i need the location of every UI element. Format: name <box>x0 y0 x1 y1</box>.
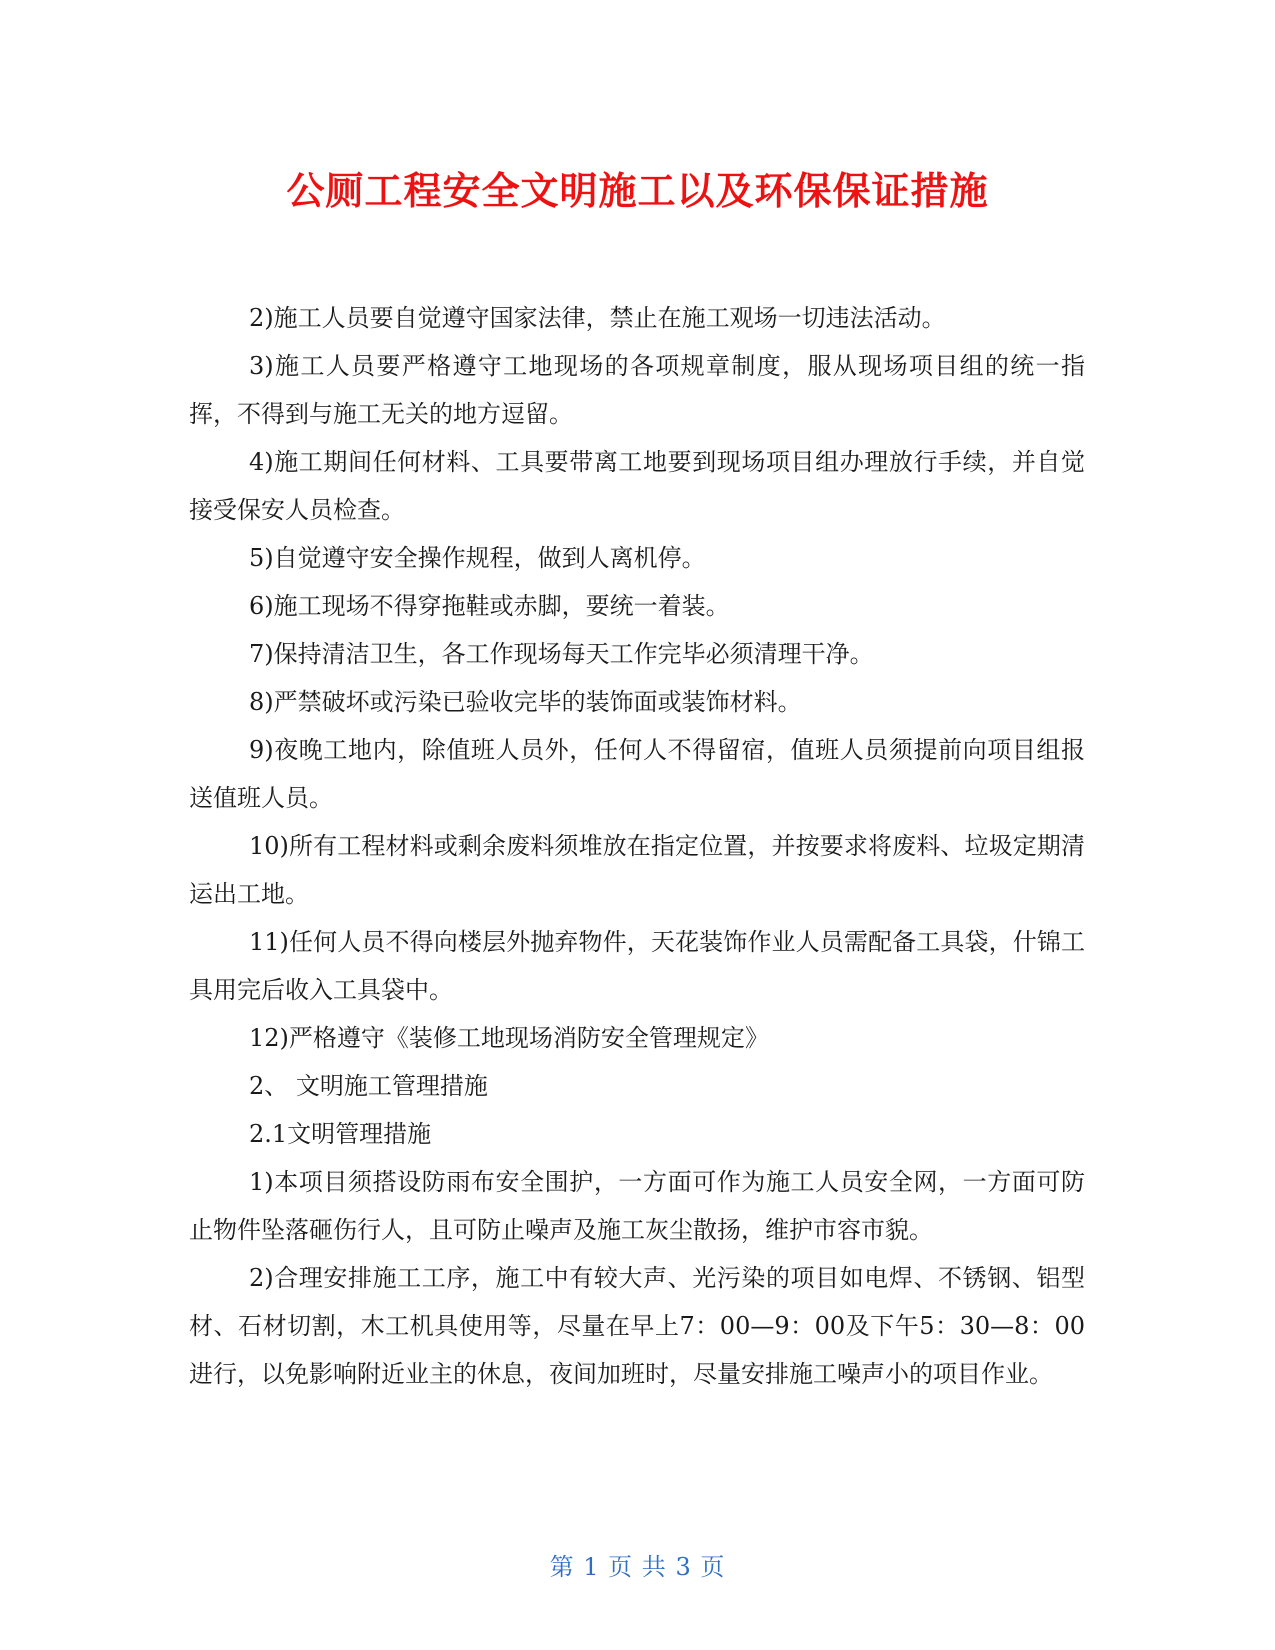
section-heading: 2、 文明施工管理措施 <box>249 1072 488 1100</box>
paragraph: 12)严格遵守《装修工地现场消防安全管理规定》 <box>249 1024 769 1052</box>
paragraph: 2)合理安排施工工序，施工中有较大声、光污染的项目如电焊、不锈钢、铝型材、石材切割，木工机具使用等，尽量在早上7：00—9：00及下午5：30—8：00进行，以免影响附近业主的休息，夜间加班时，尽量安排施工噪声小的项目作业。 <box>189 1264 1085 1388</box>
paragraph: 9)夜晚工地内，除值班人员外，任何人不得留宿，值班人员须提前向项目组报送值班人员。 <box>189 736 1085 812</box>
paragraph: 6)施工现场不得穿拖鞋或赤脚，要统一着装。 <box>249 592 730 620</box>
document-title: 公厕工程安全文明施工以及环保保证措施 <box>286 169 989 213</box>
paragraph: 10)所有工程材料或剩余废料须堆放在指定位置，并按要求将废料、垃圾定期清运出工地。 <box>189 832 1085 908</box>
paragraph: 7)保持清洁卫生，各工作现场每天工作完毕必须清理干净。 <box>249 640 874 668</box>
paragraph: 11)任何人员不得向楼层外抛弃物件，天花装饰作业人员需配备工具袋，什锦工具用完后收入工具袋中。 <box>189 928 1085 1004</box>
document-body <box>189 294 1085 1398</box>
paragraph: 3)施工人员要严格遵守工地现场的各项规章制度，服从现场项目组的统一指挥，不得到与施工无关的地方逗留。 <box>189 352 1085 428</box>
paragraph: 2)施工人员要自觉遵守国家法律，禁止在施工观场一切违法活动。 <box>249 304 946 332</box>
paragraph: 5)自觉遵守安全操作规程，做到人离机停。 <box>249 544 706 572</box>
paragraph: 1)本项目须搭设防雨布安全围护，一方面可作为施工人员安全网，一方面可防止物件坠落砸伤行人，且可防止噪声及施工灰尘散扬，维护市容市貌。 <box>189 1168 1085 1244</box>
paragraph: 4)施工期间任何材料、工具要带离工地要到现场项目组办理放行手续，并自觉接受保安人员检查。 <box>189 448 1085 524</box>
subsection-heading: 2.1文明管理措施 <box>249 1120 432 1148</box>
page-number-footer: 第 1 页 共 3 页 <box>549 1553 726 1581</box>
paragraph: 8)严禁破坏或污染已验收完毕的装饰面或装饰材料。 <box>249 688 802 716</box>
